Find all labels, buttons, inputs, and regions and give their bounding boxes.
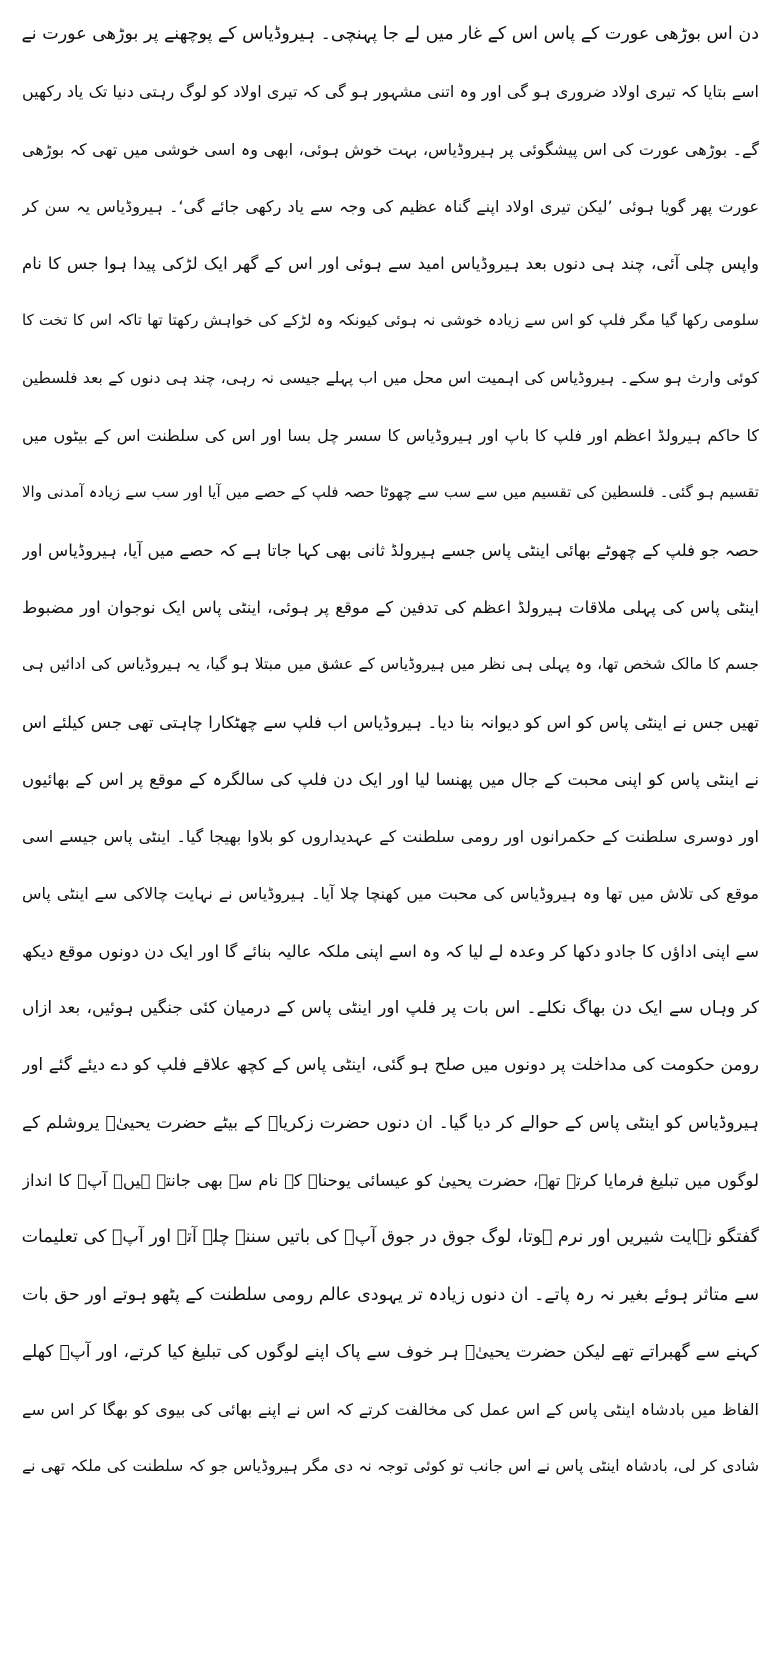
text-line-20: ہیروڈیاس کو اینٹی پاس کے حوالے کر دیا گیا۔ ان دنوں حضرت زکریاؑ کے بیٹے حضرت یحییٰؑ یروشلم کے: [22, 1112, 759, 1133]
text-line-1: دن اس بوڑھی عورت کے پاس اس کے غار میں لے جا پہنچی۔ ہیروڈیاس کے پوچھنے پر بوڑھی عورت نے: [22, 24, 759, 44]
text-line-22: گفتگو نہایت شیریں اور نرم ہوتا، لوگ جوق در جوق آپؑ کی باتیں سننے چلے آتے اور آپؑ کی تعلیمات: [22, 1227, 759, 1248]
text-line-8: کا حاکم ہیرولڈ اعظم اور فلپ کا باپ اور ہیروڈیاس کا سسر چل بسا اور اس کی سلطنت اس کے بیٹوں میں: [22, 426, 759, 446]
text-line-19: رومن حکومت کی مداخلت پر دونوں میں صلح ہو گئی، اینٹی پاس کے کچھ علاقے فلپ کو دے دیئے گئے اور: [22, 1055, 759, 1076]
text-line-17: سے اپنی اداؤں کا جادو دکھا کر وعدہ لے لیا کہ وہ اسے اپنی ملکہ عالیہ بنائے گا اور ایک دن دونوں موقع دیکھ: [22, 941, 759, 961]
text-line-15: اور دوسری سلطنت کے حکمرانوں اور رومی سلطنت کے عہدیداروں کو بلاوا بھیجا گیا۔ اینٹی پاس جیسے اسی: [22, 827, 759, 847]
text-line-5: واپس چلی آئی، چند ہی دنوں بعد ہیروڈیاس امید سے ہوئی اور اس کے گھر ایک لڑکی پیدا ہوا جس کا نام: [22, 254, 759, 274]
text-line-10: حصہ جو فلپ کے چھوٹے بھائی اینٹی پاس جسے ہیرولڈ ثانی بھی کہا جاتا ہے کہ حصے میں آیا، ہیروڈیاس اور: [22, 540, 759, 560]
text-line-24: کہنے سے گھبراتے تھے لیکن حضرت یحییٰؑ ہر خوف سے پاک اپنے لوگوں کی تبلیغ کیا کرتے، اور آپؑ کھلے: [22, 1341, 759, 1362]
text-line-16: موقع کی تلاش میں تھا وہ ہیروڈیاس کی محبت میں کھنچا چلا آیا۔ ہیروڈیاس نے نہایت چالاکی سے اینٹی پاس: [22, 884, 759, 904]
text-line-11: اینٹی پاس کی پہلی ملاقات ہیرولڈ اعظم کی تدفین کے موقع پر ہوئی، اینٹی پاس ایک نوجوان اور مضبوط: [22, 597, 759, 617]
document-page: [22, 6, 759, 1656]
text-line-25: الفاظ میں بادشاہ اینٹی پاس کے اس عمل کی مخالفت کرتے کہ اس نے اپنے بھائی کی بیوی کو بھگا کر اس سے: [22, 1400, 759, 1420]
text-line-2: اسے بتایا کہ تیری اولاد ضروری ہو گی اور وہ اتنی مشہور ہو گی کہ تیری اولاد کو لوگ رہتی دنیا تک یاد رکھیں: [22, 82, 759, 102]
text-line-26: شادی کر لی، بادشاہ اینٹی پاس نے اس جانب تو کوئی توجہ نہ دی مگر ہیروڈیاس جو کہ سلطنت کی ملکہ تھی نے: [22, 1457, 759, 1476]
text-line-21: لوگوں میں تبلیغ فرمایا کرتے تھے، حضرت یحییٰ کو عیسائی یوحناؑ کے نام سے بھی جانتے ہیں۔ آپؑ کا انداز: [22, 1170, 759, 1190]
text-line-7: کوئی وارث ہو سکے۔ ہیروڈیاس کی اہمیت اس محل میں اب پہلے جیسی نہ رہی، چند ہی دنوں کے بعد فلسطین: [22, 368, 759, 387]
text-line-14: نے اینٹی پاس کو اپنی محبت کے جال میں پھنسا لیا اور ایک دن فلپ کی سالگرہ کے موقع پر اس کے بھائیوں: [22, 769, 759, 789]
text-line-18: کر وہاں سے ایک دن بھاگ نکلے۔ اس بات پر فلپ اور اینٹی پاس کے درمیان کئی جنگیں ہوئیں، بعد ازاں: [22, 998, 759, 1019]
text-line-12: جسم کا مالک شخص تھا، وہ پہلی ہی نظر میں ہیروڈیاس کے عشق میں مبتلا ہو گیا، یہ ہیروڈیاس کی ادائیں ہی: [22, 655, 759, 674]
text-line-3: گے۔ بوڑھی عورت کی اس پیشگوئی پر ہیروڈیاس، بہت خوش ہوئی، ابھی وہ اسی خوشی میں تھی کہ بوڑھی: [22, 139, 759, 159]
text-line-4: عورت پھر گویا ہوئی ’لیکن تیری اولاد اپنے گناہ عظیم کی وجہ سے یاد رکھی جائے گی‘۔ ہیروڈیاس یہ سن کر: [22, 196, 759, 216]
text-line-23: سے متاثر ہوئے بغیر نہ رہ پاتے۔ ان دنوں زیادہ تر یہودی عالم رومی سلطنت کے پٹھو ہوتے اور حق بات: [22, 1284, 759, 1305]
text-line-9: تقسیم ہو گئی۔ فلسطین کی تقسیم میں سے سب سے چھوٹا حصہ فلپ کے حصے میں آیا اور سب سے زیادہ آمدنی والا: [22, 483, 759, 502]
text-line-6: سلومی رکھا گیا مگر فلپ کو اس سے زیادہ خوشی نہ ہوئی کیونکہ وہ لڑکے کی خواہش رکھتا تھا تاکہ اس کا تخت کا: [22, 311, 759, 330]
text-line-13: تھیں جس نے اینٹی پاس کو اس کو دیوانہ بنا دیا۔ ہیروڈیاس اب فلپ سے چھٹکارا چاہتی تھی جس کیلئے اس: [22, 712, 759, 732]
